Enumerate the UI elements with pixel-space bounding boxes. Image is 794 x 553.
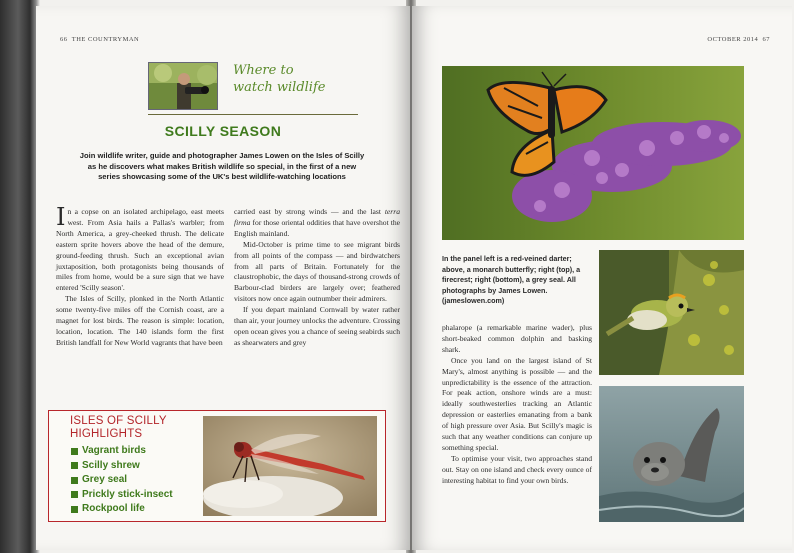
author-photo: [148, 62, 218, 110]
body-column-2: [234, 207, 400, 349]
page-number-right: 67: [762, 36, 770, 43]
monarch-butterfly-photo: [442, 66, 744, 240]
list-item: [71, 473, 173, 488]
list-item: [71, 502, 173, 517]
bullet-square-icon: [71, 462, 78, 469]
folio-right: [707, 36, 770, 43]
magazine-title: THE COUNTRYMAN: [71, 36, 140, 43]
col1-paragraph-1: n a copse on an isolated archipelago, east meets west. From Asia hails a Pallas's warbler; from North America, a grey-cheeked thrush. The delicate eastern sprite hovers above the head of the demure, ground-feeding thrush. Such an exceptional avian juxtaposition, both protagonists being thousands of miles from home, would be a sure sign that we have entered 'Scilly season'.: [56, 207, 224, 293]
bullet-square-icon: [71, 506, 78, 513]
left-page: [36, 6, 410, 550]
col2-paragraph-3: If you depart mainland Cornwall by water rather than air, your journey unlocks the adventure. Crossing open ocean gives you a chance of seeing seabirds such as shearwaters and grey: [234, 305, 400, 347]
col2-paragraph-2: Mid-October is prime time to see migrant birds from all points of the compass — and birdwatchers from all parts of Britain. Fortunately for the claustrophobic, the days of thousand-strong crowds of Barbour-clad birders are largely over; feathered visitors now once again outnumber their admirers.: [234, 239, 400, 304]
dragonfly-photo: [203, 416, 377, 516]
list-item-label: Grey seal: [82, 474, 128, 485]
issue-date: OCTOBER 2014: [707, 36, 759, 43]
highlights-title: [70, 415, 210, 441]
col2-p1-before: carried east by strong winds — and the last: [234, 207, 385, 216]
bullet-square-icon: [71, 448, 78, 455]
col3-paragraph-2: Once you land on the largest island of St Mary's, almost anything is possible — and the unpredictability is the essence of the attraction. For peak action, onshore winds are a must: ideally southwesterlies tracking an Atlantic depression or easterlies emanating from a bank of high pressure over Asia. But Scilly's magic is such that any weather conditions can conjure up something special.: [442, 355, 592, 452]
photo-caption: In the panel left is a red-veined darter; above, a monarch butterfly; right (top), a firecrest; right (bottom), a grey seal. All photographs by James Lowen. (jameslowen.com): [442, 254, 581, 306]
body-column-3: [442, 323, 592, 487]
col2-p1-italic: terra firma: [234, 207, 400, 227]
list-item: [71, 488, 173, 503]
list-item: [71, 459, 173, 474]
list-item: [71, 444, 173, 459]
section-title-line2: watch wildlife: [233, 80, 326, 95]
section-title-line1: Where to: [233, 63, 294, 78]
highlights-title-line1: ISLES OF SCILLY: [70, 415, 167, 427]
list-item-label: Prickly stick-insect: [82, 488, 173, 500]
highlights-list: [71, 444, 173, 517]
headline: SCILLY SEASON: [164, 123, 282, 139]
section-title: [233, 62, 353, 96]
grey-seal-photo: [599, 386, 744, 522]
right-page: [412, 6, 792, 550]
list-item-label: Rockpool life: [82, 503, 145, 514]
highlights-title-line2: HIGHLIGHTS: [70, 428, 143, 440]
col3-paragraph-1: phalarope (a remarkable marine wader), plus short-beaked common dolphin and basking shark.: [442, 323, 592, 354]
firecrest-photo: [599, 250, 744, 375]
col1-paragraph-2: The Isles of Scilly, plonked in the North Atlantic some twenty-five miles off the Cornish coast, are a magnet for lost birds. The reason is simple: location, location, location. The 140 islands form the first British landfall for New World vagrants that have been: [56, 294, 224, 347]
col3-paragraph-3: To optimise your visit, two approaches stand out. Stay on one island and check every ounce of interesting habitat to find your own birds.: [442, 453, 592, 485]
body-column-1: [56, 203, 224, 349]
bullet-square-icon: [71, 477, 78, 484]
dropcap: I: [56, 203, 66, 231]
header-rule: [148, 114, 358, 115]
list-item-label: Vagrant birds: [82, 445, 146, 456]
bullet-square-icon: [71, 491, 78, 498]
page-number-left: 66: [60, 36, 68, 43]
col2-p1-after: for those oriental oddities that have overshot the English mainland.: [234, 217, 400, 238]
standfirst: Join wildlife writer, guide and photographer James Lowen on the Isles of Scilly as he discovers what makes British wildlife so special, in the first of a new series showcasing some of the UK's best wildlife-watching locations: [79, 151, 365, 182]
list-item-label: Scilly shrew: [82, 459, 140, 471]
folio-left: [60, 36, 139, 43]
